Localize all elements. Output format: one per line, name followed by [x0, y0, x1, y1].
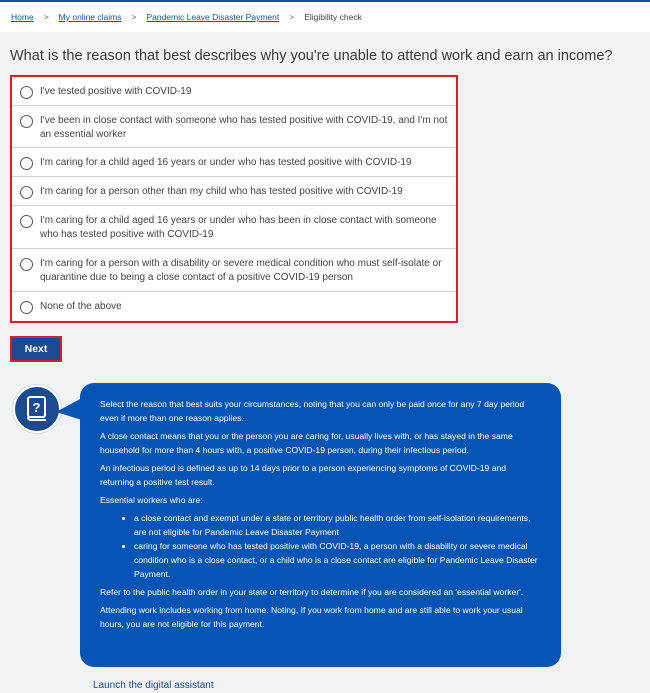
help-paragraph: An infectious period is defined as up to 14 days prior to a person experiencing symptoms of COVID-19 and returning a positive test result.	[100, 463, 507, 487]
next-button[interactable]: Next	[10, 336, 62, 362]
reason-option[interactable]	[12, 105, 456, 147]
reason-option[interactable]	[12, 248, 456, 291]
reason-option[interactable]	[12, 176, 456, 205]
launch-digital-assistant-link[interactable]: Launch the digital assistant	[93, 680, 214, 691]
help-paragraph: Select the reason that best suits your circumstances, noting that you can only be paid once for any 7 day period even if more than one reason applies.	[100, 399, 525, 423]
breadcrumb-separator: >	[43, 12, 49, 22]
radio-button[interactable]	[20, 186, 33, 199]
option-label: I'm caring for a person other than my child who has tested positive with COVID-19	[40, 186, 403, 197]
reason-option[interactable]	[12, 205, 456, 248]
option-label: I've been in close contact with someone who has tested positive with COVID-19, and I'm not an essential worker	[40, 115, 448, 140]
option-label: I'm caring for a child aged 16 years or under who has tested positive with COVID-19	[40, 157, 412, 168]
breadcrumb	[11, 12, 362, 22]
option-label: I'm caring for a person with a disability or severe medical condition who must self-isolate or quarantine due to being a close contact of a positive COVID-19 person	[40, 258, 442, 283]
option-label: None of the above	[40, 301, 122, 312]
essential-workers-list	[100, 511, 541, 581]
svg-text:?: ?	[32, 400, 41, 415]
option-label: I'm caring for a child aged 16 years or under who has been in close contact with someone who has tested positive with COVID-19	[40, 215, 437, 240]
reason-option[interactable]	[12, 147, 456, 176]
help-paragraph: A close contact means that you or the person you are caring for, usually lives with, or has stayed in the same household for more than 4 hours with, a positive COVID-19 person, during their infectious period.	[100, 431, 513, 455]
breadcrumb-bar	[0, 2, 650, 32]
reason-option[interactable]	[12, 77, 456, 105]
reason-option[interactable]	[12, 291, 456, 321]
option-label: I've tested positive with COVID-19	[40, 86, 192, 97]
radio-button[interactable]	[20, 215, 33, 228]
reason-radio-group	[10, 75, 458, 323]
radio-button[interactable]	[20, 157, 33, 170]
breadcrumb-pandemic-leave[interactable]: Pandemic Leave Disaster Payment	[146, 12, 280, 22]
speech-bubble-tail	[56, 398, 82, 420]
help-paragraph: Refer to the public health order in your state or territory to determine if you are considered an 'essential worker'.	[100, 587, 524, 597]
list-item: • a close contact and exempt under a state or territory public health order from self-isolation requirements, are not eligible for Pandemic Leave Disaster Payment	[134, 511, 541, 539]
help-paragraph: Essential workers who are:	[100, 495, 203, 505]
radio-button[interactable]	[20, 258, 33, 271]
help-paragraph: Attending work includes working from home. Noting, If you work from home and are still able to work your usual hours, you are not eligible for this payment.	[100, 605, 523, 629]
breadcrumb-separator: >	[289, 12, 295, 22]
breadcrumb-separator: >	[131, 12, 137, 22]
radio-button[interactable]	[20, 301, 33, 314]
breadcrumb-home[interactable]: Home	[11, 12, 34, 22]
radio-button[interactable]	[20, 86, 33, 99]
breadcrumb-my-online-claims[interactable]: My online claims	[58, 12, 122, 22]
help-info-panel	[80, 383, 561, 667]
list-item: • caring for someone who has tested positive with COVID-19, a person with a disability or severe medical condition who is a close contact, or a child who is a close contact are eligible for Pandemic Leave Disaster Payment.	[134, 539, 541, 581]
radio-button[interactable]	[20, 115, 33, 128]
question-heading: What is the reason that best describes why you're unable to attend work and earn an income?	[10, 48, 613, 64]
question-book-icon	[13, 385, 61, 433]
breadcrumb-current: Eligibility check	[304, 12, 362, 22]
